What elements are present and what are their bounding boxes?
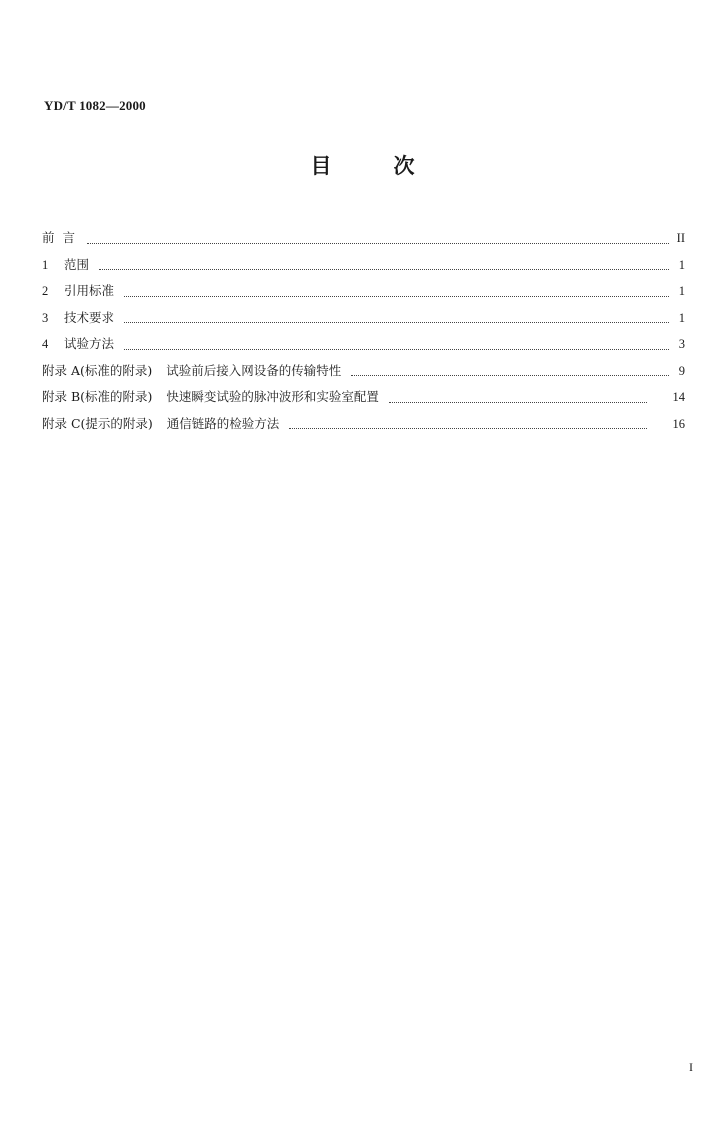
- toc-entry-label: 快速瞬变试验的脉冲波形和实验室配置: [166, 389, 379, 404]
- toc-entry-label: 范围: [64, 256, 90, 272]
- toc-leader: [289, 428, 646, 429]
- standard-code: YD/T 1082—2000: [44, 98, 146, 113]
- toc-entry-appendix-prefix: 附录 C(提示的附录): [42, 415, 153, 431]
- toc-entry-label: 通信链路的检验方法: [166, 415, 280, 431]
- toc-entry-test-methods[interactable]: [42, 334, 685, 361]
- toc-title-part1: 目: [310, 154, 332, 178]
- toc-leader: [124, 349, 669, 350]
- toc-entry-appendix-prefix: 附录 A(标准的附录): [42, 362, 153, 378]
- toc-entry-page: 1: [678, 257, 685, 272]
- toc-entry-page: 16: [672, 416, 685, 431]
- toc-leader: [99, 269, 669, 270]
- toc-entry-foreword[interactable]: [42, 228, 685, 255]
- toc-leader: [124, 296, 669, 297]
- toc-entry-label: 技术要求: [64, 309, 115, 325]
- toc-entry-number: 4: [42, 337, 49, 351]
- toc-leader: [87, 243, 669, 244]
- toc-leader: [351, 375, 669, 376]
- toc-leader: [389, 402, 647, 403]
- toc-entry-page: 3: [678, 337, 685, 351]
- toc-entry-label: 引用标准: [64, 283, 115, 298]
- toc-entry-appendix-b[interactable]: [42, 387, 685, 414]
- toc-entry-label: 试验前后接入网设备的传输特性: [166, 362, 342, 378]
- toc-entry-number: 1: [42, 257, 49, 272]
- toc-leader: [124, 322, 669, 323]
- toc-entry-appendix-prefix: 附录 B(标准的附录): [42, 389, 153, 404]
- toc-entry-page: 14: [672, 390, 685, 404]
- toc-entry-appendix-a[interactable]: [42, 361, 685, 388]
- toc-entry-number: 3: [42, 310, 49, 325]
- toc-entry-page: 1: [678, 284, 685, 298]
- page-number: I: [689, 1060, 693, 1074]
- toc-entry-page: 9: [678, 363, 685, 378]
- toc-entry-label: 试验方法: [64, 336, 115, 351]
- toc-entry-appendix-c[interactable]: [42, 414, 685, 441]
- toc-title: [0, 150, 725, 180]
- toc-title-part2: 次: [393, 154, 415, 178]
- toc-entry-requirements[interactable]: [42, 308, 685, 335]
- toc-entry-label: 前 言: [42, 230, 77, 245]
- toc-entry-number: 2: [42, 284, 49, 298]
- toc-entry-page: II: [676, 231, 685, 245]
- toc-entry-scope[interactable]: [42, 255, 685, 282]
- toc-entry-references[interactable]: [42, 281, 685, 308]
- toc-entry-page: 1: [678, 310, 685, 325]
- toc-list: [42, 228, 685, 440]
